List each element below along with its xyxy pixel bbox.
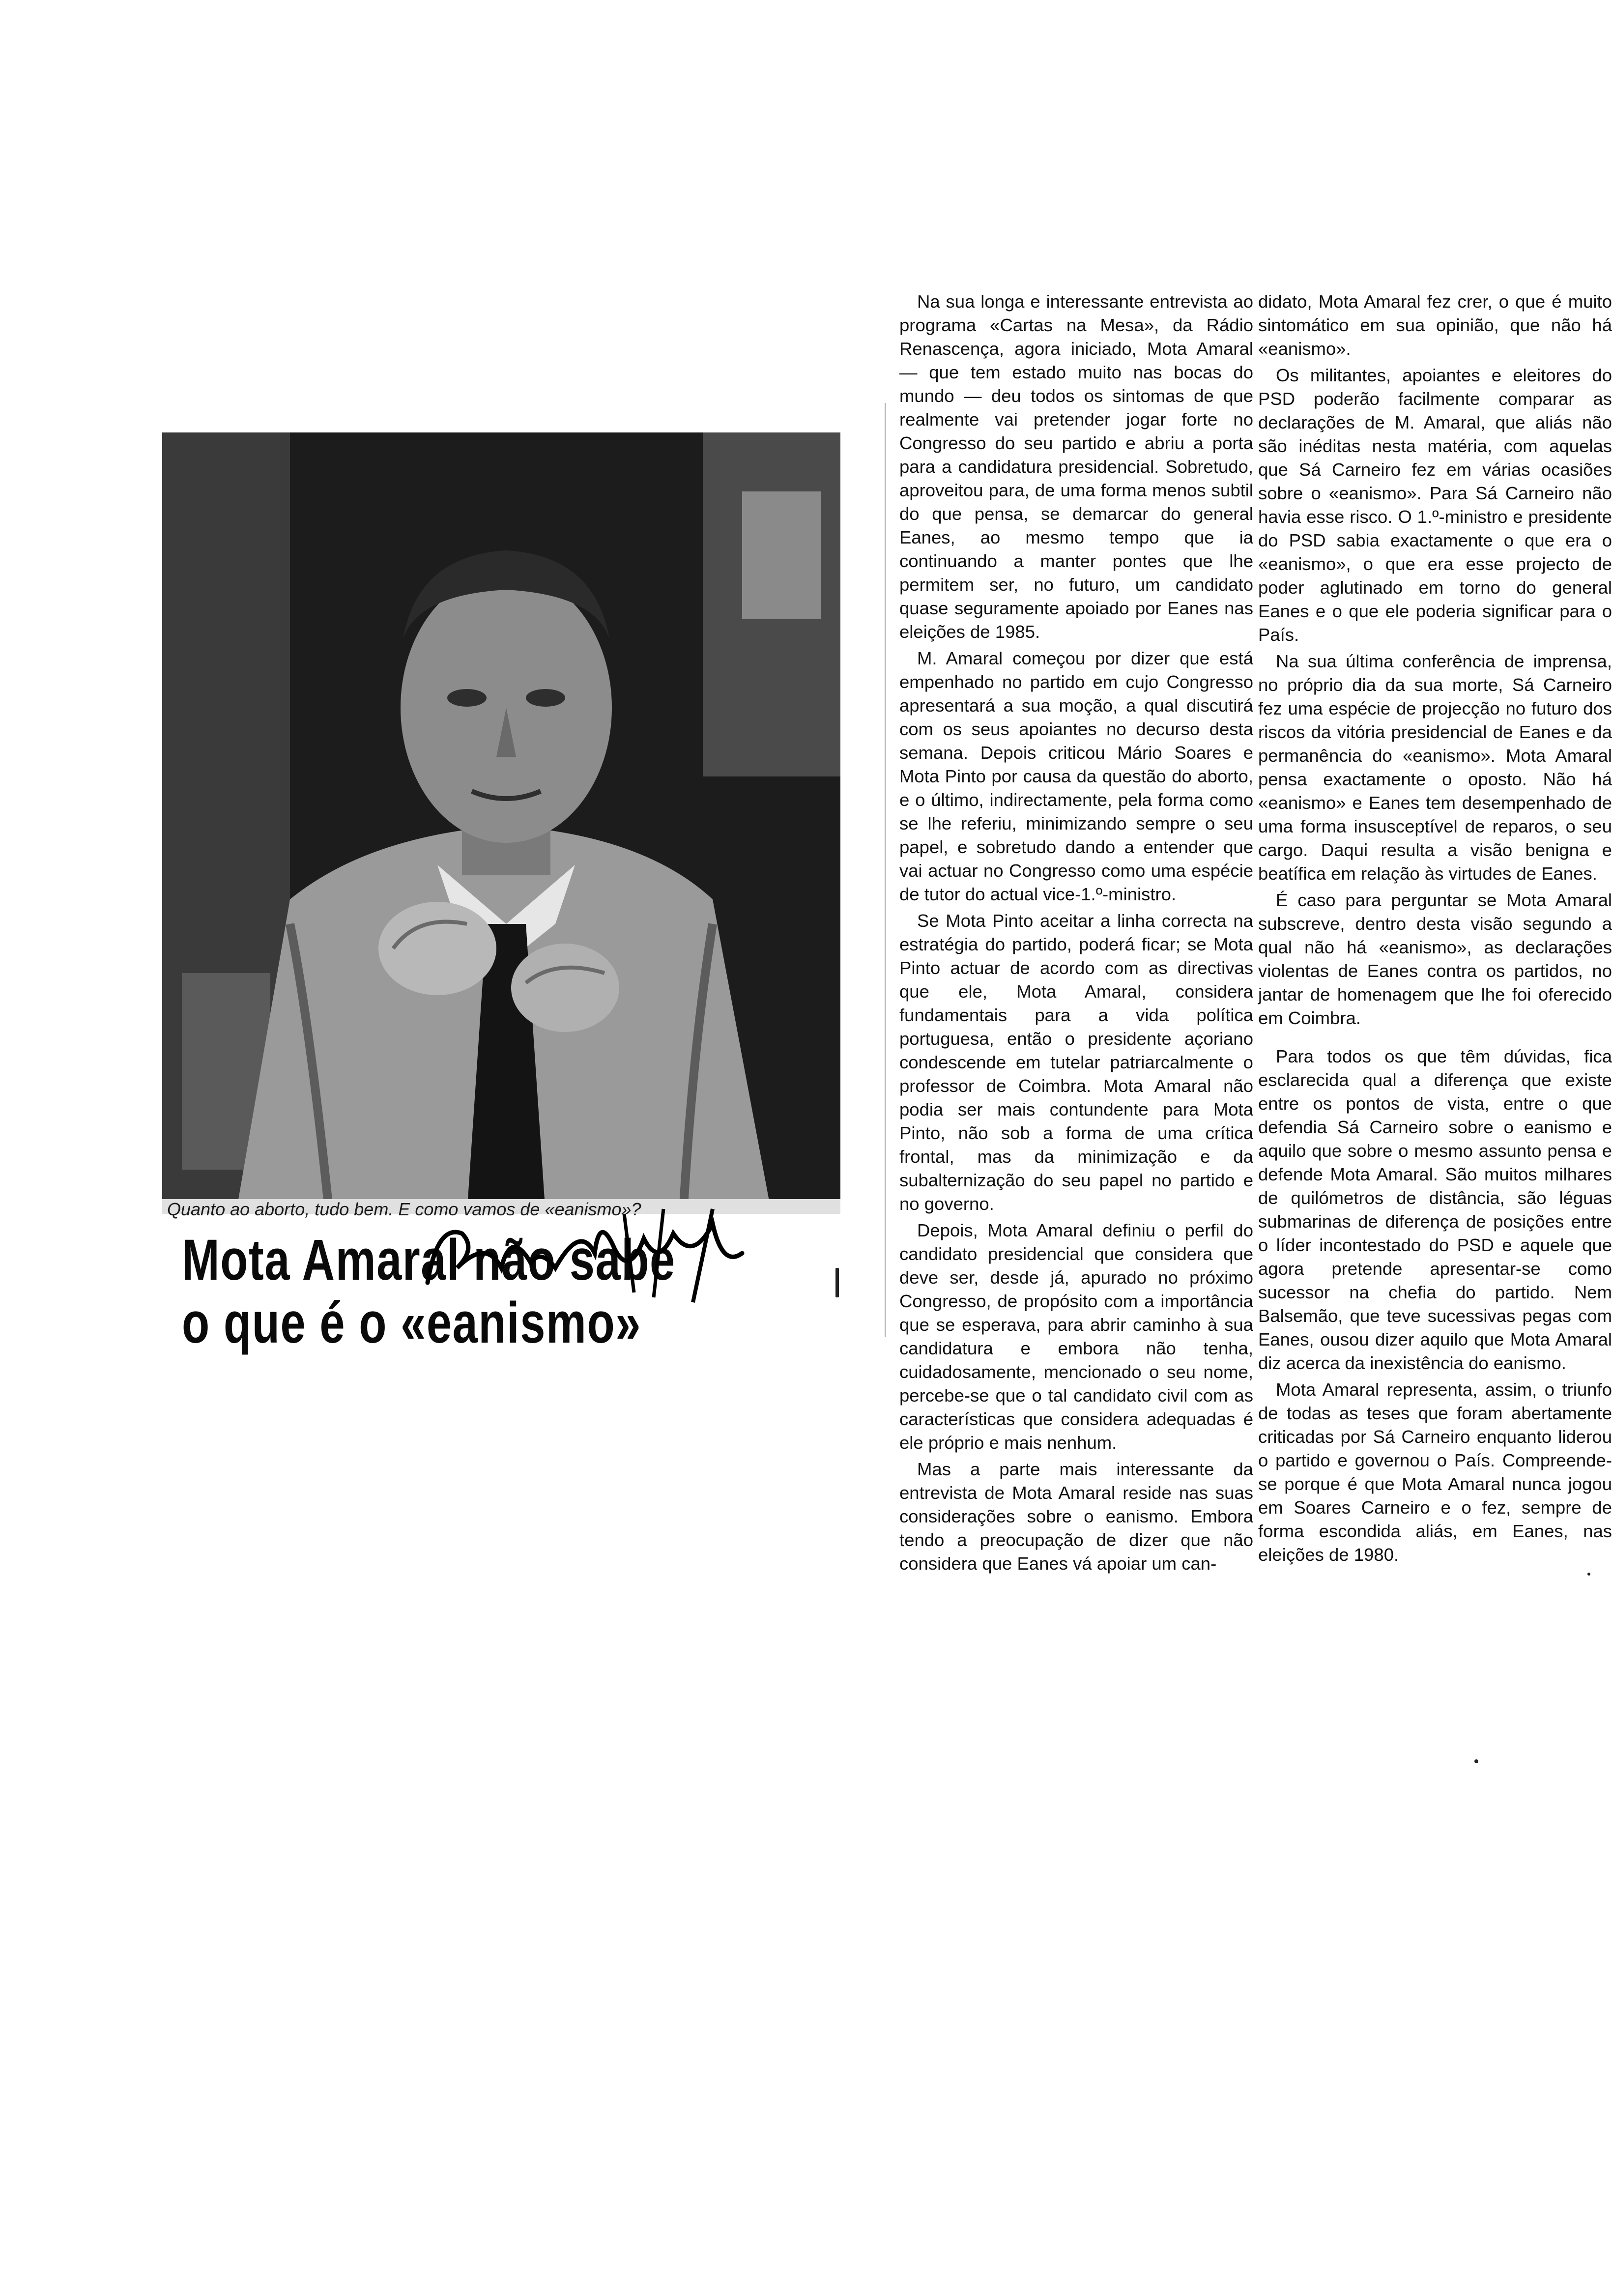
paragraph: Na sua longa e interessante entrevista ao programa «Cartas na Mesa», da Rádio Renascença, agora iniciado, Mota Amaral — que tem estado muito nas bocas do mundo — deu todos os sintomas de que realmente vai pretender jogar forte no Congresso do seu partido e abriu a porta para a candidatura presidencial. Sobretudo, aproveitou para, de uma forma menos subtil do que pensa, se demarcar do general Eanes, ao mesmo tempo que ia continuando a manter pontes que lhe permitem ser, no futuro, um candidato quase seguramente apoiado por Eanes nas eleições de 1985. (899, 291, 1253, 642)
scan-speck (835, 1268, 839, 1297)
article-column-1 (899, 290, 1253, 1576)
paragraph: Mota Amaral representa, assim, o triunfo de todas as teses que foram abertamente criticadas por Sá Carneiro enquanto liderou o partido e governou o País. Compreende-se porque é que Mota Amaral nunca jogou em Soares Carneiro e o fez, sempre de forma escondida aliás, em Eanes, nas eleições de 1980. (1258, 1379, 1612, 1565)
paragraph: Na sua última conferência de imprensa, no próprio dia da sua morte, Sá Carneiro fez uma espécie de projecção no futuro dos riscos da vitória presidencial de Eanes e da permanência do «eanismo». Mota Amaral pensa exactamente o oposto. Não há «eanismo» e Eanes tem desempenhado de uma forma insusceptível de reparos, o seu cargo. Daqui resulta a visão benigna e beatífica em relação às virtudes de Eanes. (1258, 651, 1612, 884)
column-divider (885, 403, 886, 1337)
paragraph: didato, Mota Amaral fez crer, o que é muito sintomático em sua opinião, que não há «eanismo». (1258, 291, 1612, 359)
paragraph: M. Amaral começou por dizer que está empenhado no partido em cujo Congresso apresentará a sua moção, a qual discutirá com os seus apoiantes no decurso desta semana. Depois criticou Mário Soares e Mota Pinto por causa da questão do aborto, e o último, indirectamente, pela forma como se lhe referiu, minimizando sempre o seu papel, e sobretudo dando a entender que vai actuar no Congresso como uma espécie de tutor do actual vice-1.º-ministro. (899, 648, 1253, 904)
paragraph: Os militantes, apoiantes e eleitores do PSD poderão facilmente comparar as declarações de M. Amaral, que aliás não são inéditas nesta matéria, com aquelas que Sá Carneiro fez em várias ocasiões sobre o «eanismo». Para Sá Carneiro não havia esse risco. O 1.º-ministro e presidente do PSD sabia exactamente o que era o «eanismo», o que era esse projecto de poder aglutinado em torno do general Eanes e o que ele poderia significar para o País. (1258, 365, 1612, 645)
headline-line-1: Mota Amaral não sabe (182, 1228, 676, 1292)
article-column-2 (1258, 290, 1612, 1567)
paragraph: Depois, Mota Amaral definiu o perfil do candidato presidencial que considera que deve ser, desde já, apurado no próximo Congresso, de propósito com a importância que se esperava, para abrir caminho à sua candidatura e embora não tenha, cuidadosamente, mencionado o seu nome, percebe-se que o tal candidato civil com as características que considera adequadas é ele próprio e mais nenhum. (899, 1220, 1253, 1453)
paragraph: Para todos os que têm dúvidas, fica esclarecida qual a diferença que existe entre os pontos de vista, entre o que defendia Sá Carneiro sobre o eanismo e aquilo que sobre o mesmo assunto pensa e defende Mota Amaral. São muitos milhares de quilómetros de distância, são léguas submarinas de diferença de posições entre o líder incontestado do PSD e aquele que agora pretende apresentar-se como sucessor na chefia do partido. Nem Balsemão, que teve sucessivas pegas com Eanes, ousou dizer aquilo que Mota Amaral diz acerca da inexistência do eanismo. (1258, 1046, 1612, 1373)
scan-speck (1587, 1573, 1590, 1576)
handwritten-annotation (418, 1194, 791, 1307)
headline-line-2: o que é o «eanismo» (182, 1291, 641, 1355)
paragraph: É caso para perguntar se Mota Amaral subscreve, dentro desta visão segundo a qual não há «eanismo», as declarações violentas de Eanes contra os partidos, no jantar de homenagem que lhe foi oferecido em Coimbra. (1258, 890, 1612, 1028)
scan-speck (1474, 1759, 1478, 1763)
photo-caption: Quanto ao aborto, tudo bem. E como vamos de «eanismo»? (167, 1199, 641, 1219)
paragraph: Mas a parte mais interessante da entrevista de Mota Amaral reside nas suas considerações sobre o eanismo. Embora tendo a preocupação de dizer que não considera que Eanes vá apoiar um can- (899, 1459, 1253, 1574)
article-photo (162, 432, 840, 1214)
paragraph: Se Mota Pinto aceitar a linha correcta na estratégia do partido, poderá ficar; se Mota Pinto actuar de acordo com as directivas que ele, Mota Amaral, considera fundamentais para a vida política portuguesa, então o presidente açoriano condescende em tutelar patriarcalmente o professor de Coimbra. Mota Amaral não podia ser mais contundente para Mota Pinto, não sob a forma de uma crítica frontal, mas da minimização e da subalternização do seu papel no partido e no governo. (899, 911, 1253, 1214)
